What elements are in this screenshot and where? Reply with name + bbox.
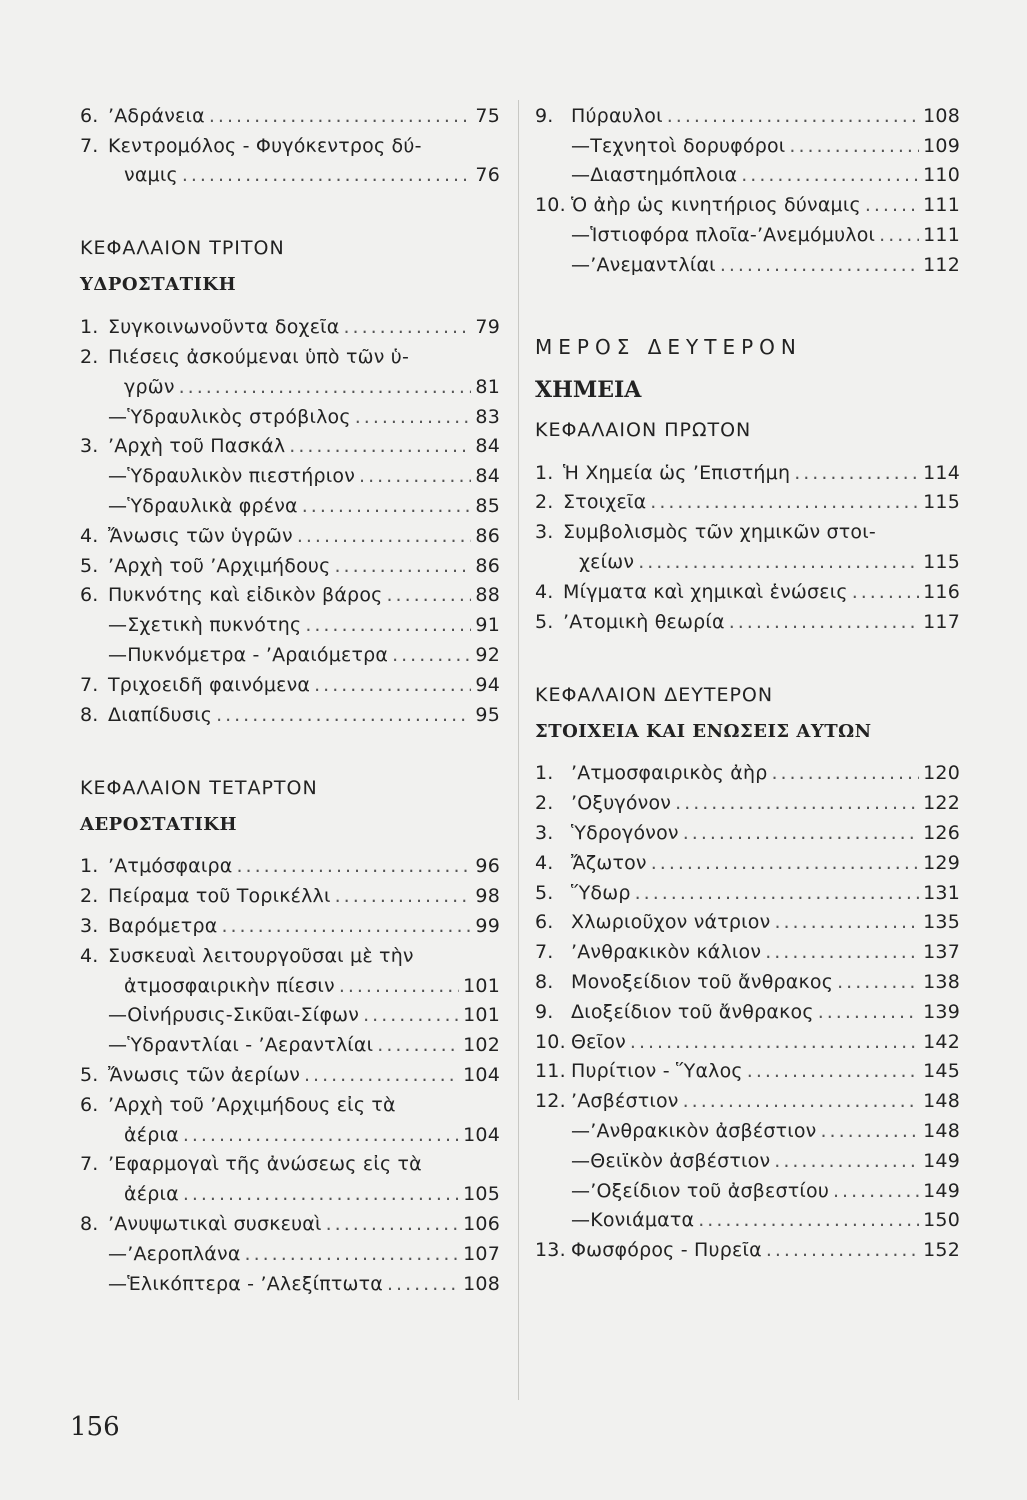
right-top-entries: [535, 100, 960, 279]
entry-number: 8.: [80, 703, 99, 726]
entry-page: 98: [475, 885, 500, 908]
toc-entry: [80, 940, 500, 970]
dot-leader: [339, 972, 459, 1000]
toc-entry: [80, 100, 500, 130]
entry-title: —Ὑδραυλικὸν πιεστήριον: [108, 465, 356, 488]
entry-number: 6.: [80, 104, 99, 127]
toc-entry: [80, 311, 500, 341]
entry-title: —Ἱστιοφόρα πλοῖα-’Ανεμόμυλοι: [571, 223, 876, 246]
toc-entry: [80, 550, 500, 580]
entry-title: —Τεχνητοὶ δορυφόροι: [571, 134, 786, 157]
dot-leader: [651, 849, 919, 877]
toc-entry-continuation: [80, 160, 500, 190]
entry-number: 11.: [535, 1060, 566, 1083]
entry-page: 148: [923, 1090, 960, 1113]
entry-page: 95: [475, 703, 500, 726]
entry-number: 3.: [535, 521, 554, 544]
section-elements-compounds: ΣΤΟΙΧΕΙΑ ΚΑΙ ΕΝΩΣΕΙΣ ΑΥΤΩΝ: [535, 720, 872, 742]
dot-leader: [363, 1001, 459, 1029]
toc-entry: [535, 1234, 960, 1264]
toc-entry: [80, 431, 500, 461]
dot-leader: [387, 581, 472, 609]
entry-number: 6.: [535, 911, 554, 934]
left-column: [80, 100, 500, 1298]
section-hydrostatics: ΥΔΡΟΣΤΑΤΙΚΗ: [80, 274, 237, 296]
toc-entry: [535, 907, 960, 937]
toc-entry: [535, 516, 960, 546]
dot-leader: [852, 578, 919, 606]
dot-leader: [747, 1057, 919, 1085]
left-top-entries: [80, 100, 500, 189]
entry-page: 83: [475, 405, 500, 428]
entry-page: 79: [475, 316, 500, 339]
entry-title: ’Ατομικὴ θεωρία: [563, 610, 725, 633]
entry-title-continued: γρῶν: [124, 375, 175, 398]
dot-leader: [650, 488, 919, 516]
entry-number: 12.: [535, 1090, 566, 1113]
dot-leader: [209, 102, 472, 130]
entry-page: 152: [923, 1239, 960, 1262]
chapter-two-title: ΚΕΦΑΛΑΙΟΝ ΔΕΥΤΕΡΟΝ: [535, 683, 774, 706]
dot-leader: [741, 161, 919, 189]
entry-page: 131: [923, 881, 960, 904]
entry-number: 5.: [80, 554, 99, 577]
entry-number: 1.: [80, 855, 99, 878]
entry-page: 96: [475, 855, 500, 878]
entry-number: 1.: [535, 762, 554, 785]
toc-entry: [535, 1115, 960, 1145]
entry-page: 102: [463, 1034, 500, 1057]
toc-entry: [80, 1238, 500, 1268]
entry-page: 91: [475, 614, 500, 637]
toc-entry: [535, 1175, 960, 1205]
entry-title: ’Αρχὴ τοῦ ’Αρχιμήδους: [108, 554, 331, 577]
dot-leader: [304, 1061, 459, 1089]
entry-title: Μίγματα καὶ χημικαὶ ἑνώσεις: [563, 580, 848, 603]
entry-title: —Κονιάματα: [571, 1209, 695, 1232]
dot-leader: [820, 1117, 919, 1145]
entry-title: —Πυκνόμετρα - ’Αραιόμετρα: [108, 643, 389, 666]
section-aerostatics: ΑΕΡΟΣΤΑΤΙΚΗ: [80, 813, 237, 835]
entry-title: —Ὑδραντλίαι - ’Αεραντλίαι: [108, 1034, 374, 1057]
toc-entry: [80, 851, 500, 881]
toc-entry: [535, 996, 960, 1026]
dot-leader: [720, 251, 919, 279]
toc-entry: [80, 880, 500, 910]
dot-leader: [297, 522, 472, 550]
toc-entry: [80, 1268, 500, 1298]
entry-number: 5.: [80, 1063, 99, 1086]
entry-page: 88: [475, 584, 500, 607]
toc-entry: [535, 1026, 960, 1056]
entry-title: Διαπίδυσις: [108, 703, 213, 726]
dot-leader: [355, 403, 472, 431]
entry-title: —Ὑδραυλικὸς στρόβιλος: [108, 405, 351, 428]
dot-leader: [245, 1240, 460, 1268]
chapter-one-entries: [535, 457, 960, 636]
entry-page: 84: [475, 435, 500, 458]
chapter-two-entries: [535, 758, 960, 1265]
dot-leader: [344, 313, 472, 341]
dot-leader: [698, 1206, 919, 1234]
dot-leader: [179, 373, 472, 401]
entry-number: 4.: [535, 851, 554, 874]
dot-leader: [879, 221, 919, 249]
dot-leader: [729, 608, 919, 636]
entry-page: 148: [923, 1119, 960, 1142]
chapter-three-title: ΚΕΦΑΛΑΙΟΝ ΤΡΙΤΟΝ: [80, 237, 285, 260]
dot-leader: [789, 132, 919, 160]
toc-entry-continuation: [80, 970, 500, 1000]
chapter-one-title: ΚΕΦΑΛΑΙΟΝ ΠΡΩΤΟΝ: [535, 418, 752, 441]
entry-page: 105: [463, 1183, 500, 1206]
entry-title: Πυρίτιον - Ὕαλος: [571, 1060, 743, 1083]
entry-page: 112: [923, 253, 960, 276]
entry-page: 142: [923, 1030, 960, 1053]
dot-leader: [289, 432, 471, 460]
toc-entry: [535, 249, 960, 279]
dot-leader: [392, 641, 471, 669]
toc-entry: [80, 580, 500, 610]
dot-leader: [675, 789, 919, 817]
toc-entry: [535, 1085, 960, 1115]
entry-title: —Θειϊκὸν ἀσβέστιον: [571, 1149, 771, 1172]
dot-leader: [765, 938, 919, 966]
dot-leader: [638, 548, 919, 576]
toc-entry: [535, 606, 960, 636]
entry-title: ’Ατμόσφαιρα: [108, 855, 233, 878]
entry-page: 115: [923, 550, 960, 573]
toc-entry: [535, 1205, 960, 1235]
entry-number: 9.: [535, 104, 554, 127]
entry-number: 10.: [535, 1030, 566, 1053]
entry-page: 92: [475, 643, 500, 666]
entry-title: Τριχοειδῆ φαινόμενα: [108, 673, 311, 696]
entry-page: 110: [923, 164, 960, 187]
entry-title: Ἄζωτον: [571, 851, 647, 874]
entry-title: Στοιχεῖα: [563, 491, 647, 514]
entry-title: Ὑδρογόνον: [571, 821, 679, 844]
entry-title: —’Αεροπλάνα: [108, 1242, 241, 1265]
entry-page: 135: [923, 911, 960, 934]
toc-entry: [535, 160, 960, 190]
entry-page: 108: [923, 104, 960, 127]
part-two-subject: ΧΗΜΕΙΑ: [535, 376, 642, 403]
entry-number: 4.: [80, 524, 99, 547]
dot-leader: [237, 852, 472, 880]
entry-number: 10.: [535, 194, 566, 217]
entry-page: 104: [463, 1063, 500, 1086]
entry-title: Πιέσεις ἀσκούμεναι ὑπὸ τῶν ὑ-: [108, 345, 410, 368]
toc-entry: [535, 189, 960, 219]
dot-leader: [667, 102, 919, 130]
entry-title: —’Ανεμαντλίαι: [571, 253, 716, 276]
right-column: [535, 100, 960, 1264]
dot-leader: [865, 191, 919, 219]
toc-entry: [535, 787, 960, 817]
toc-entry: [80, 1208, 500, 1238]
entry-number: 7.: [535, 941, 554, 964]
entry-number: 1.: [80, 316, 99, 339]
entry-page: 86: [475, 554, 500, 577]
entry-page: 84: [475, 465, 500, 488]
entry-number: 3.: [80, 914, 99, 937]
dot-leader: [183, 1180, 459, 1208]
entry-number: 7.: [80, 1153, 99, 1176]
entry-title: Βαρόμετρα: [108, 914, 218, 937]
chapter-four-entries: [80, 851, 500, 1298]
entry-title: ’Ατμοσφαιρικὸς ἀὴρ: [571, 762, 768, 785]
entry-number: 3.: [535, 821, 554, 844]
entry-page: 139: [923, 1000, 960, 1023]
entry-title: ’Αδράνεια: [108, 104, 205, 127]
entry-title: Κεντρομόλος - Φυγόκεντρος δύ-: [108, 134, 422, 157]
dot-leader: [630, 1028, 919, 1056]
entry-page: 111: [923, 223, 960, 246]
entry-page: 101: [463, 974, 500, 997]
entry-page: 81: [475, 375, 500, 398]
toc-entry: [535, 1145, 960, 1175]
entry-title: Ἡ Χημεία ὡς ’Επιστήμη: [563, 461, 791, 484]
dot-leader: [833, 1177, 919, 1205]
entry-page: 114: [923, 461, 960, 484]
entry-title: ’Ανθρακικὸν κάλιον: [571, 941, 762, 964]
entry-number: 8.: [80, 1212, 99, 1235]
chapter-three-entries: [80, 311, 500, 728]
page-number: 156: [70, 1412, 120, 1442]
entry-page: 122: [923, 792, 960, 815]
entry-title: ’Ανυψωτικαὶ συσκευαὶ: [108, 1212, 322, 1235]
entry-title: —Σχετικὴ πυκνότης: [108, 614, 302, 637]
entry-title-continued: ναμις: [124, 164, 178, 187]
entry-page: 85: [475, 494, 500, 517]
entry-page: 129: [923, 851, 960, 874]
entry-title: Θεῖον: [571, 1030, 626, 1053]
entry-number: 7.: [80, 134, 99, 157]
entry-page: 137: [923, 941, 960, 964]
entry-page: 108: [463, 1272, 500, 1295]
toc-entry-continuation: [535, 546, 960, 576]
toc-entry: [80, 609, 500, 639]
dot-leader: [216, 701, 471, 729]
entry-number: 4.: [535, 580, 554, 603]
entry-title: Ἄνωσις τῶν ἀερίων: [108, 1063, 301, 1086]
entry-title-continued: ἀτμοσφαιρικὴν πίεσιν: [124, 974, 335, 997]
entry-title: —Οἰνήρυσις-Σικῦαι-Σίφων: [108, 1004, 360, 1027]
entry-number: 1.: [535, 461, 554, 484]
toc-entry-continuation: [80, 371, 500, 401]
entry-page: 111: [923, 194, 960, 217]
entry-page: 138: [923, 970, 960, 993]
entry-number: 2.: [80, 345, 99, 368]
entry-page: 149: [923, 1149, 960, 1172]
entry-page: 106: [463, 1212, 500, 1235]
toc-entry: [535, 576, 960, 606]
toc-entry: [80, 910, 500, 940]
entry-page: 109: [923, 134, 960, 157]
dot-leader: [335, 882, 472, 910]
dot-leader: [326, 1210, 459, 1238]
toc-entry: [80, 401, 500, 431]
dot-leader: [766, 1236, 919, 1264]
entry-title: ’Οξυγόνον: [571, 792, 672, 815]
entry-page: 117: [923, 610, 960, 633]
part-two-title: ΜΕΡΟΣ ΔΕΥΤΕΡΟΝ: [535, 334, 802, 359]
entry-title: —Ἑλικόπτερα - ’Αλεξίπτωτα: [108, 1272, 383, 1295]
entry-page: 149: [923, 1179, 960, 1202]
entry-page: 75: [475, 104, 500, 127]
toc-entry: [80, 1059, 500, 1089]
toc-entry: [535, 100, 960, 130]
toc-entry: [80, 699, 500, 729]
entry-title: Συγκοινωνοῦντα δοχεῖα: [108, 316, 340, 339]
entry-title: Χλωριοῦχον νάτριον: [571, 911, 771, 934]
dot-leader: [771, 759, 919, 787]
entry-title: Μονοξείδιον τοῦ ἄνθρακος: [571, 970, 834, 993]
dot-leader: [837, 968, 919, 996]
entry-number: 5.: [535, 881, 554, 904]
entry-title: ’Ασβέστιον: [571, 1090, 679, 1113]
entry-number: 5.: [535, 610, 554, 633]
entry-title: ’Αρχὴ τοῦ Πασκάλ: [108, 435, 286, 458]
dot-leader: [794, 459, 919, 487]
entry-title: Ὕδωρ: [571, 881, 631, 904]
entry-title: Συσκευαὶ λειτουργοῦσαι μὲ τὴν: [108, 944, 414, 967]
dot-leader: [683, 819, 919, 847]
toc-entry: [535, 219, 960, 249]
entry-title: ’Εφαρμογαὶ τῆς ἀνώσεως εἰς τὰ: [108, 1153, 422, 1176]
toc-entry: [80, 1089, 500, 1119]
dot-leader: [302, 492, 472, 520]
entry-title: —’Οξείδιον τοῦ ἀσβεστίου: [571, 1179, 830, 1202]
column-divider: [518, 100, 519, 1400]
entry-number: 3.: [80, 435, 99, 458]
entry-page: 86: [475, 524, 500, 547]
entry-page: 145: [923, 1060, 960, 1083]
entry-title: Ὁ ἀὴρ ὡς κινητήριος δύναμις: [571, 194, 861, 217]
entry-title: Διοξείδιον τοῦ ἄνθρακος: [571, 1000, 814, 1023]
toc-entry: [535, 847, 960, 877]
entry-title: Ἄνωσις τῶν ὑγρῶν: [108, 524, 293, 547]
dot-leader: [635, 879, 919, 907]
dot-leader: [377, 1031, 459, 1059]
toc-entry: [535, 817, 960, 847]
entry-number: 2.: [80, 885, 99, 908]
toc-entry: [80, 460, 500, 490]
dot-leader: [683, 1087, 920, 1115]
entry-title-continued: ἀέρια: [124, 1123, 179, 1146]
entry-title-continued: χείων: [579, 550, 635, 573]
entry-title: —’Ανθρακικὸν ἀσβέστιον: [571, 1119, 817, 1142]
dot-leader: [774, 908, 919, 936]
toc-entry: [535, 487, 960, 517]
toc-entry-continuation: [80, 1178, 500, 1208]
entry-title-continued: ἀέρια: [124, 1183, 179, 1206]
toc-entry: [535, 130, 960, 160]
entry-number: 2.: [535, 792, 554, 815]
toc-entry: [80, 341, 500, 371]
toc-entry: [80, 1149, 500, 1179]
entry-page: 76: [475, 164, 500, 187]
toc-entry: [535, 936, 960, 966]
entry-page: 94: [475, 673, 500, 696]
dot-leader: [334, 552, 471, 580]
toc-entry: [80, 1029, 500, 1059]
dot-leader: [183, 1121, 459, 1149]
entry-page: 150: [923, 1209, 960, 1232]
dot-leader: [359, 462, 471, 490]
entry-page: 115: [923, 491, 960, 514]
toc-entry: [80, 130, 500, 160]
entry-page: 126: [923, 821, 960, 844]
entry-page: 120: [923, 762, 960, 785]
entry-number: 6.: [80, 1093, 99, 1116]
entry-number: 9.: [535, 1000, 554, 1023]
entry-number: 7.: [80, 673, 99, 696]
entry-number: 13.: [535, 1239, 566, 1262]
toc-entry: [80, 520, 500, 550]
entry-title: —Ὑδραυλικὰ φρένα: [108, 494, 298, 517]
toc-entry: [80, 490, 500, 520]
entry-number: 2.: [535, 491, 554, 514]
toc-entry: [535, 877, 960, 907]
entry-page: 101: [463, 1004, 500, 1027]
toc-entry: [80, 669, 500, 699]
toc-entry: [535, 1056, 960, 1086]
entry-page: 99: [475, 914, 500, 937]
dot-leader: [314, 671, 471, 699]
dot-leader: [387, 1270, 459, 1298]
toc-entry: [535, 758, 960, 788]
toc-entry: [535, 457, 960, 487]
entry-title: Φωσφόρος - Πυρεῖα: [571, 1239, 762, 1262]
dot-leader: [774, 1147, 919, 1175]
dot-leader: [818, 998, 919, 1026]
entry-number: 4.: [80, 944, 99, 967]
dot-leader: [182, 161, 472, 189]
toc-entry: [80, 639, 500, 669]
dot-leader: [221, 912, 471, 940]
entry-title: Πείραμα τοῦ Τορικέλλι: [108, 885, 331, 908]
entry-number: 6.: [80, 584, 99, 607]
entry-title: —Διαστημόπλοια: [571, 164, 738, 187]
entry-title: Πυκνότης καὶ εἰδικὸν βάρος: [108, 584, 383, 607]
entry-page: 104: [463, 1123, 500, 1146]
entry-page: 116: [923, 580, 960, 603]
dot-leader: [305, 611, 471, 639]
entry-title: ’Αρχὴ τοῦ ’Αρχιμήδους εἰς τὰ: [108, 1093, 396, 1116]
entry-number: 8.: [535, 970, 554, 993]
toc-entry: [80, 1000, 500, 1030]
entry-title: Πύραυλοι: [571, 104, 663, 127]
toc-entry-continuation: [80, 1119, 500, 1149]
entry-title: Συμβολισμὸς τῶν χημικῶν στοι-: [563, 521, 876, 544]
toc-entry: [535, 966, 960, 996]
chapter-four-title: ΚΕΦΑΛΑΙΟΝ ΤΕΤΑΡΤΟΝ: [80, 776, 318, 799]
entry-page: 107: [463, 1242, 500, 1265]
